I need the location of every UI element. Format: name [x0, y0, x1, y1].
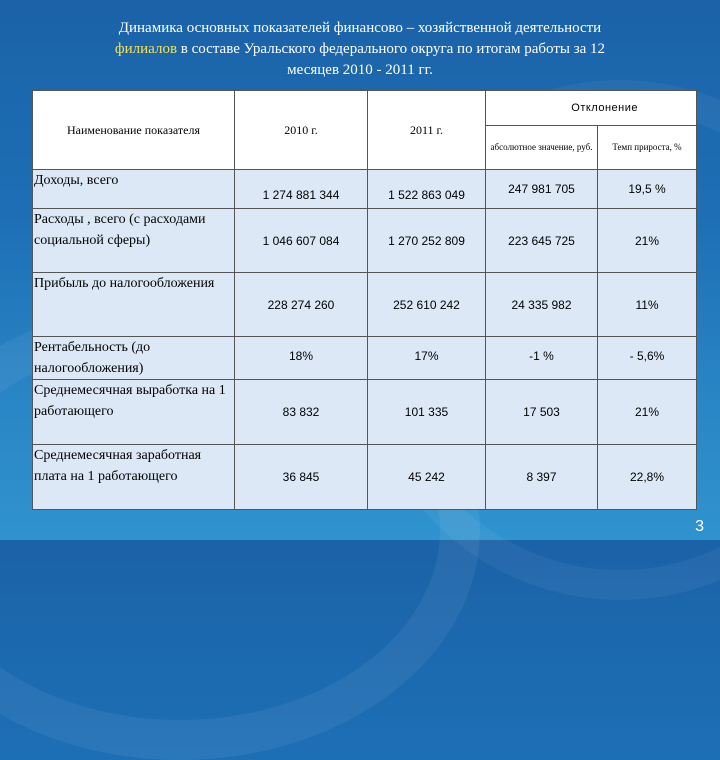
cell-2011: 1 270 252 809: [368, 209, 486, 273]
row-name: Доходы, всего: [33, 170, 235, 209]
header-deviation: Отклонение: [486, 91, 697, 126]
cell-2010: 36 845: [235, 445, 368, 510]
cell-2010: 1 274 881 344: [235, 170, 368, 209]
table-row: [33, 273, 697, 337]
cell-growth: 19,5 %: [598, 170, 697, 209]
cell-absolute: 24 335 982: [486, 273, 598, 337]
table-row: [33, 380, 697, 445]
header-2010: 2010 г.: [235, 91, 368, 170]
row-name: Рентабельность (до налогообложения): [33, 337, 235, 380]
cell-2011: 45 242: [368, 445, 486, 510]
slide-title: [40, 18, 680, 81]
cell-2011: 101 335: [368, 380, 486, 445]
cell-absolute: 247 981 705: [486, 170, 598, 209]
cell-absolute: 223 645 725: [486, 209, 598, 273]
cell-absolute: 8 397: [486, 445, 598, 510]
row-name: Расходы , всего (с расходами социальной сферы): [33, 209, 235, 273]
cell-growth: 22,8%: [598, 445, 697, 510]
cell-2011: 1 522 863 049: [368, 170, 486, 209]
header-absolute: абсолютное значение, руб.: [486, 126, 598, 170]
header-name: Наименование показателя: [33, 91, 235, 170]
row-name: Среднемесячная заработная плата на 1 работающего: [33, 445, 235, 510]
table-row: [33, 445, 697, 510]
cell-2010: 1 046 607 084: [235, 209, 368, 273]
row-name: Среднемесячная выработка на 1 работающего: [33, 380, 235, 445]
title-line-3: месяцев 2010 - 2011 гг.: [287, 62, 433, 78]
cell-growth: 21%: [598, 380, 697, 445]
cell-2010: 83 832: [235, 380, 368, 445]
page-number: 3: [695, 518, 704, 535]
cell-absolute: 17 503: [486, 380, 598, 445]
row-name: Прибыль до налогообложения: [33, 273, 235, 337]
cell-2011: 17%: [368, 337, 486, 380]
table-row: [33, 209, 697, 273]
table-row: [33, 170, 697, 209]
financial-table: [32, 90, 696, 510]
cell-2010: 18%: [235, 337, 368, 380]
cell-2011: 252 610 242: [368, 273, 486, 337]
header-2011: 2011 г.: [368, 91, 486, 170]
title-line-1: Динамика основных показателей финансово – хозяйственной деятельности: [118, 20, 602, 36]
title-line-2-rest: в составе Уральского федерального округа по итогам работы за 12: [177, 41, 606, 57]
title-line-2: [40, 39, 680, 60]
cell-2010: 228 274 260: [235, 273, 368, 337]
cell-absolute: -1 %: [486, 337, 598, 380]
header-growth: Темп прироста, %: [598, 126, 697, 170]
title-highlight: филиалов: [114, 41, 178, 57]
cell-growth: - 5,6%: [598, 337, 697, 380]
table-row: [33, 337, 697, 380]
cell-growth: 11%: [598, 273, 697, 337]
cell-growth: 21%: [598, 209, 697, 273]
